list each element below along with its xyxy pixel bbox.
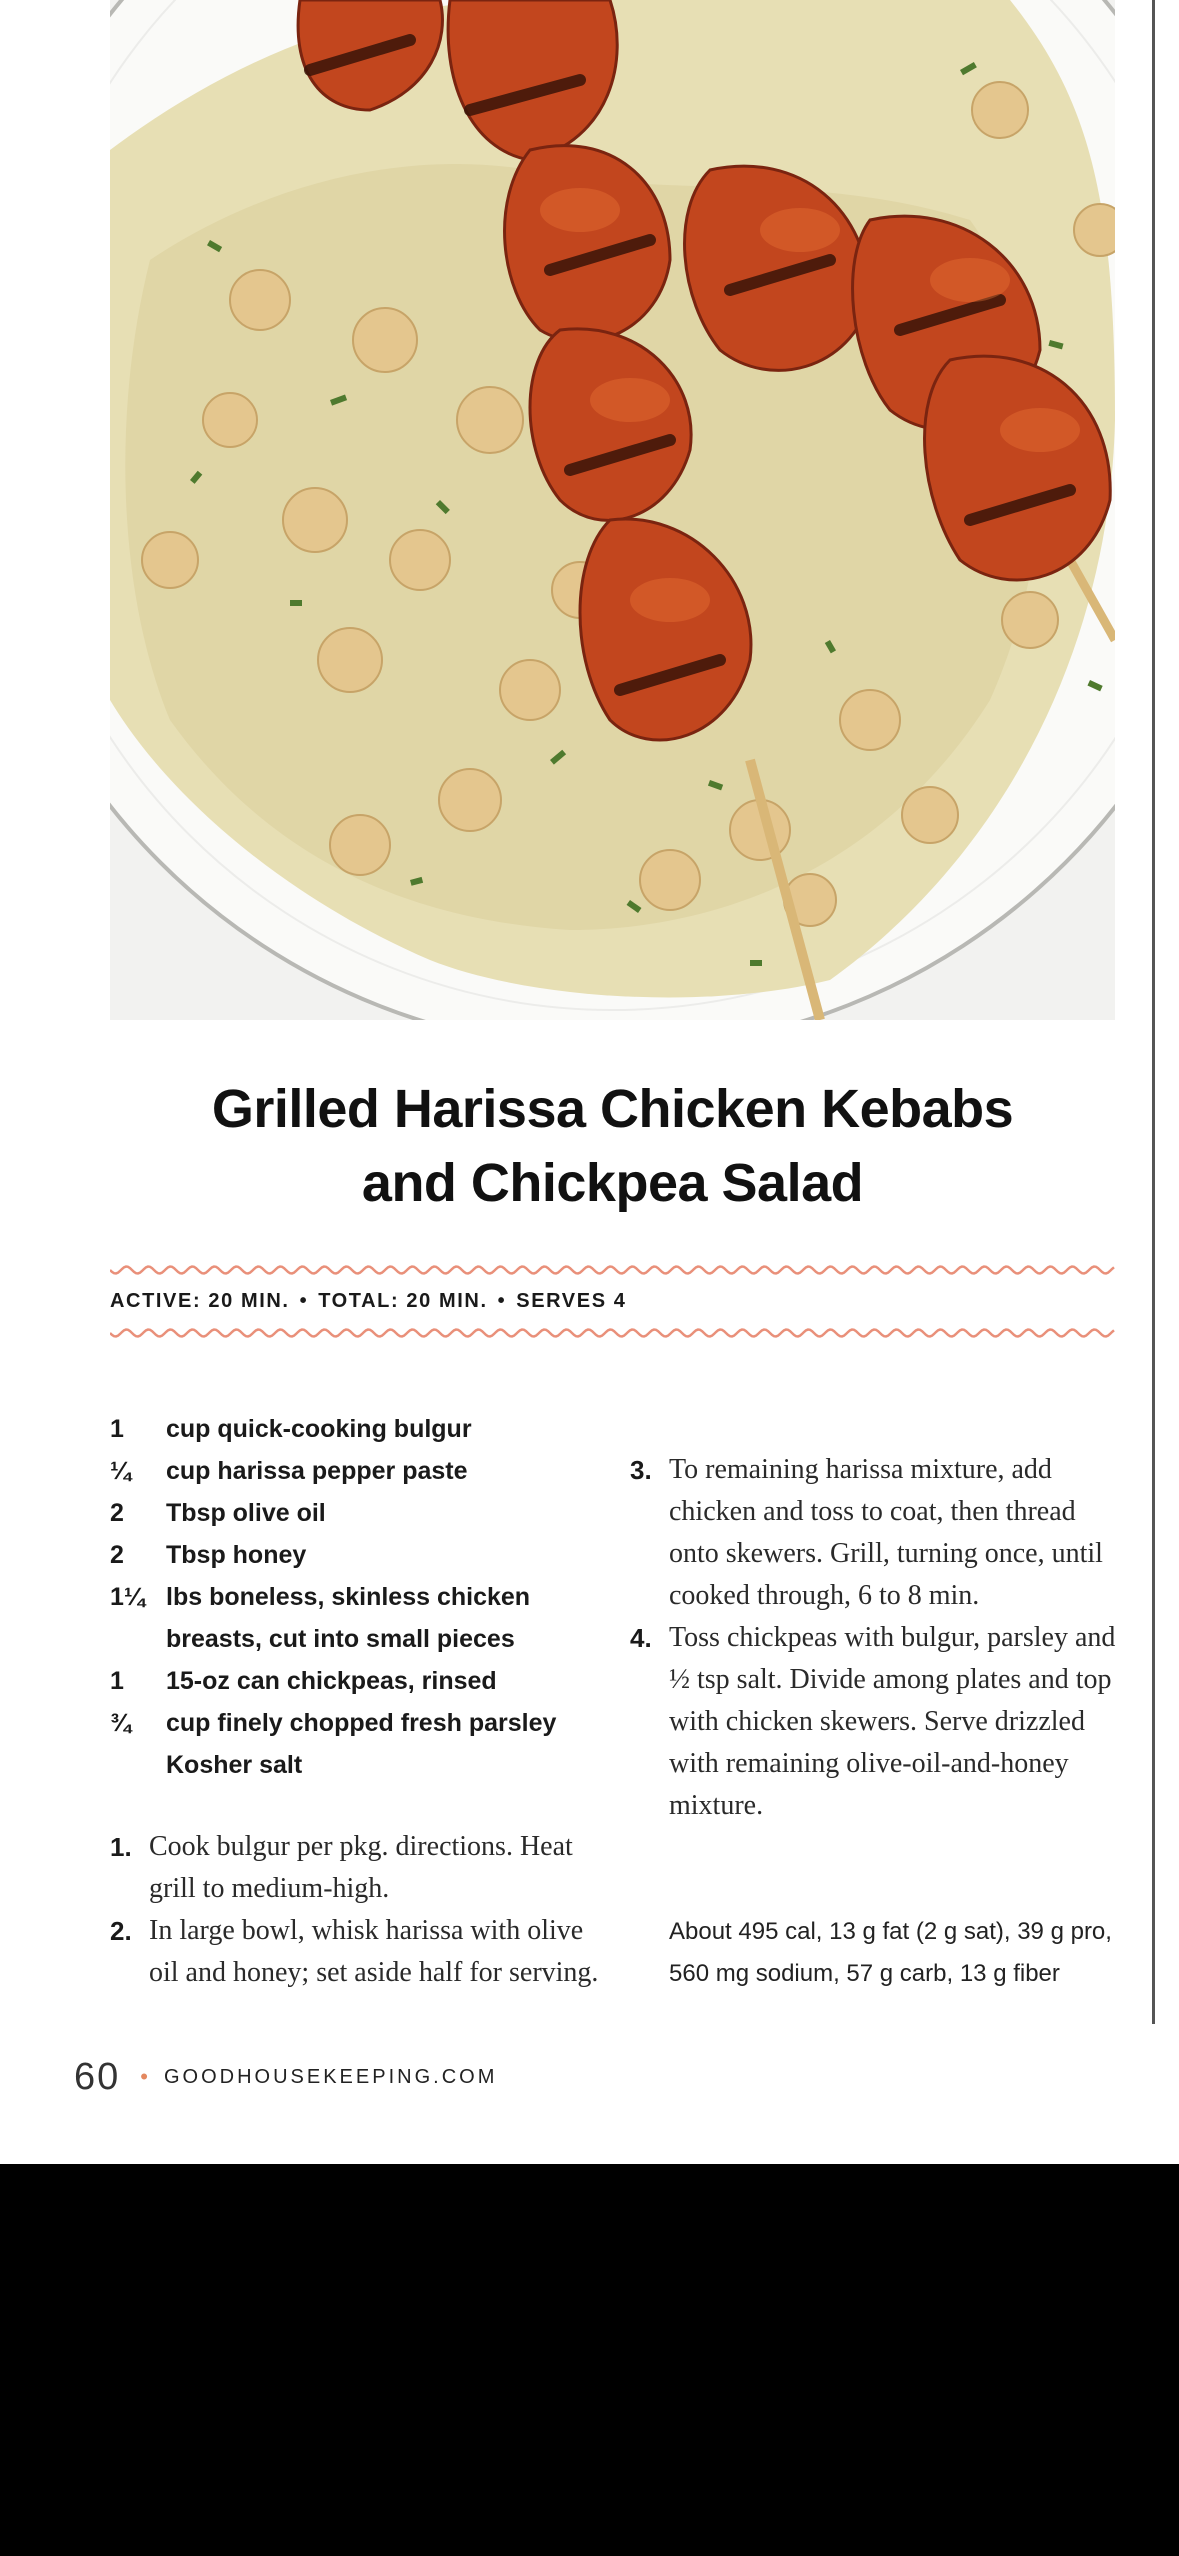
nutrition-info: About 495 cal, 13 g fat (2 g sat), 39 g pro, 560 mg sodium, 57 g carb, 13 g fiber: [669, 1918, 1112, 1987]
ingredient-quantity: 2: [110, 1541, 124, 1569]
ingredient-item: [110, 1744, 610, 1786]
direction-step: [110, 1910, 600, 1994]
ingredient-name: lbs boneless, skinless chicken breasts, cut into small pieces: [166, 1583, 531, 1653]
footer-bullet: •: [140, 2064, 148, 2089]
ingredients-list: [110, 1408, 610, 1786]
page-footer: [74, 2052, 497, 2102]
servings: SERVES 4: [516, 1290, 627, 1312]
ingredient-item: [110, 1450, 610, 1492]
active-time: ACTIVE: 20 MIN.: [110, 1290, 290, 1312]
direction-step: [630, 1449, 1120, 1617]
step-text: Toss chickpeas with bulgur, parsley and ½ tsp salt. Divide among plates and top with chicken skewers. Serve drizzled with remaining olive-oil-and-honey mixture.: [669, 1622, 1116, 1821]
ingredient-item: [110, 1702, 610, 1744]
ingredient-quantity: ¼: [110, 1457, 131, 1485]
recipe-title-line-2: and Chickpea Salad: [361, 1153, 864, 1213]
ingredient-name: Kosher salt: [166, 1751, 303, 1779]
step-number: 2.: [110, 1916, 132, 1946]
ingredient-name: cup quick-cooking bulgur: [166, 1415, 472, 1443]
step-number: 1.: [110, 1832, 132, 1862]
recipe-photo: [110, 0, 1115, 1020]
ingredient-item: [110, 1660, 610, 1702]
page-number: 60: [74, 2055, 121, 2098]
ingredient-quantity: [110, 1744, 166, 1786]
ingredient-name: cup harissa pepper paste: [166, 1457, 468, 1485]
ingredient-item: [110, 1492, 610, 1534]
ingredient-item: [110, 1534, 610, 1576]
step-text: Cook bulgur per pkg. directions. Heat grill to medium-high.: [149, 1831, 573, 1904]
directions-column-right: [630, 1449, 1120, 1827]
recipe-title-line-1: Grilled Harissa Chicken Kebabs: [211, 1079, 1014, 1139]
step-text: To remaining harissa mixture, add chicken and toss to coat, then thread onto skewers. Grill, turning once, until cooked through, 6 to 8 min.: [669, 1454, 1103, 1611]
recipe-meta: [110, 1290, 1115, 1313]
ingredient-quantity: 1: [110, 1667, 124, 1695]
meta-separator: •: [299, 1290, 309, 1312]
step-number: 3.: [630, 1455, 652, 1485]
meta-separator: •: [497, 1290, 507, 1312]
wavy-divider-bottom: [110, 1327, 1115, 1339]
ingredient-name: Tbsp honey: [166, 1541, 307, 1569]
ingredient-quantity: 1: [110, 1415, 124, 1443]
ingredient-item: [110, 1576, 610, 1660]
direction-step: [110, 1826, 600, 1910]
ingredient-quantity: 2: [110, 1499, 124, 1527]
ingredient-quantity: ¾: [110, 1709, 131, 1737]
step-text: In large bowl, whisk harissa with olive oil and honey; set aside half for serving.: [149, 1915, 599, 1988]
ingredient-item: [110, 1408, 610, 1450]
wavy-divider-top: [110, 1264, 1115, 1276]
page-edge-rule: [1152, 0, 1155, 2024]
total-time: TOTAL: 20 MIN.: [318, 1290, 488, 1312]
ingredient-name: Tbsp olive oil: [166, 1499, 326, 1527]
ingredient-quantity: 1¼: [110, 1583, 145, 1611]
direction-step: [630, 1617, 1120, 1827]
step-number: 4.: [630, 1623, 652, 1653]
directions-column-left: [110, 1826, 600, 1994]
ingredient-name: 15-oz can chickpeas, rinsed: [166, 1667, 497, 1695]
recipe-title: [110, 1072, 1115, 1220]
website-link[interactable]: GOODHOUSEKEEPING.COM: [163, 2065, 498, 2088]
ingredient-name: cup finely chopped fresh parsley: [166, 1709, 557, 1737]
